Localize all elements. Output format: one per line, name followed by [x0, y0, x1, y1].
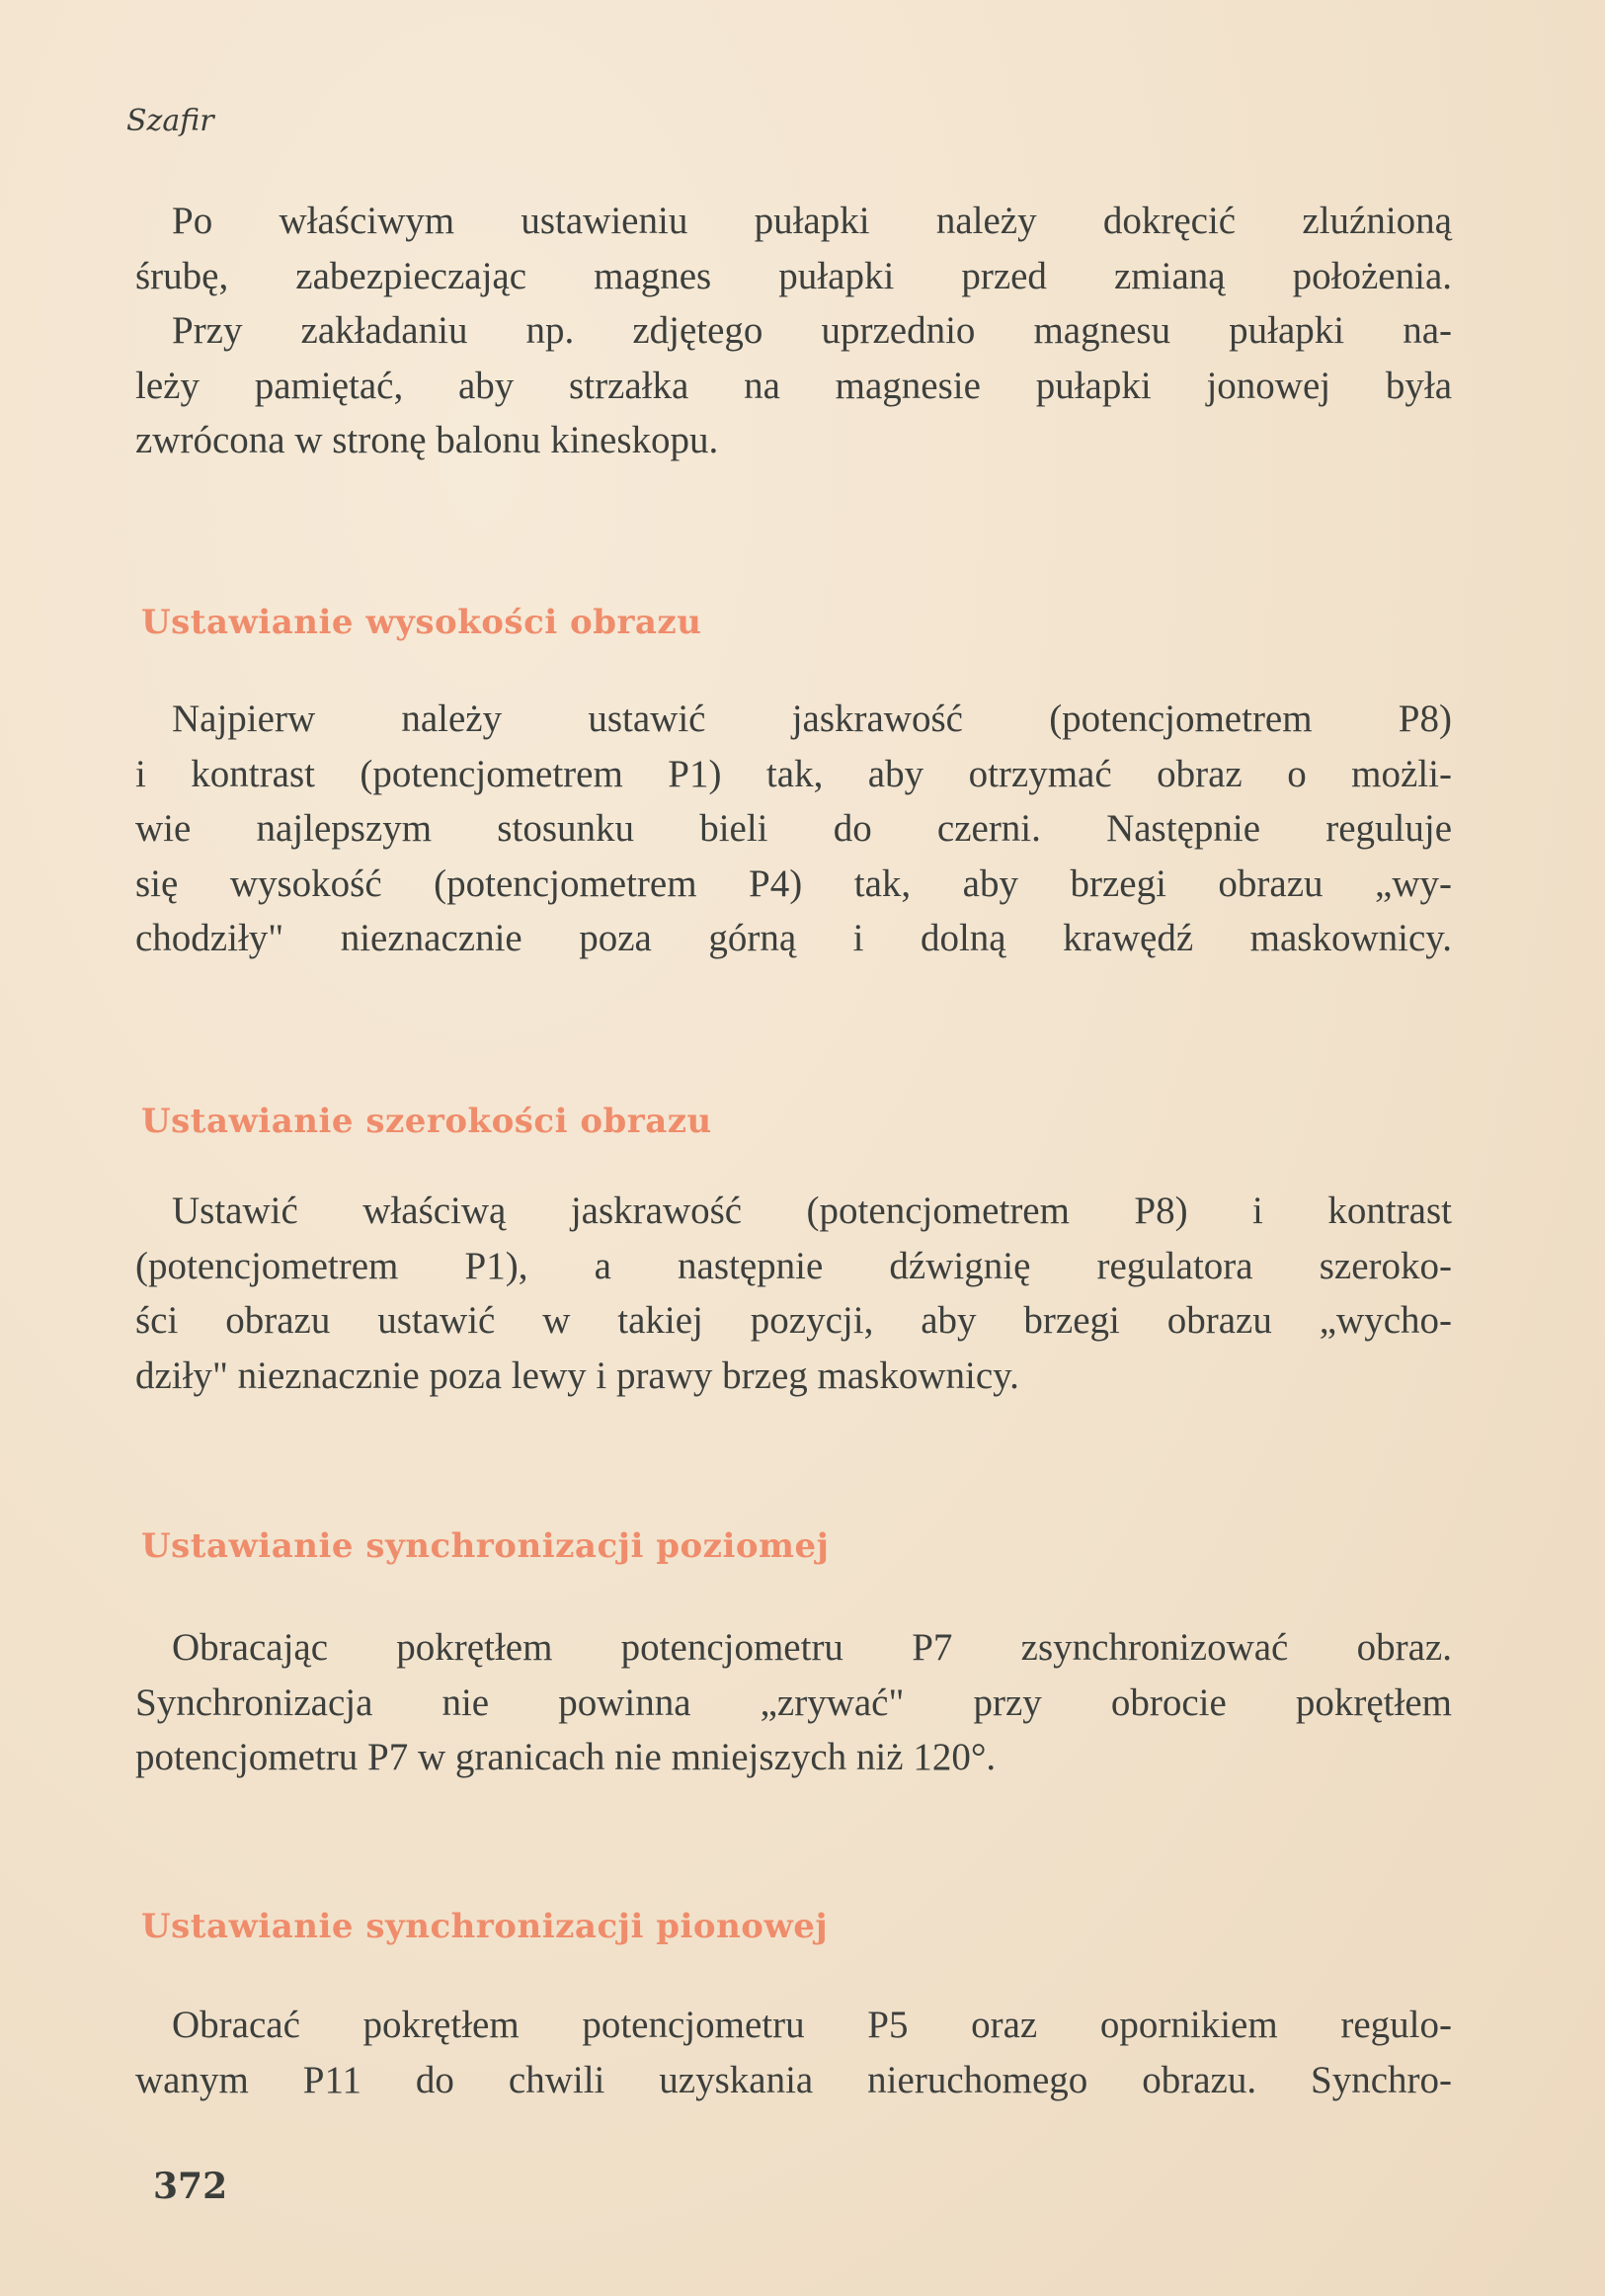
page-number: 372 [153, 2166, 228, 2207]
text-line: chodziły" nieznacznie poza górną i dolną krawędź maskownicy. [135, 917, 1452, 959]
running-head: Szafir [126, 104, 214, 138]
text-line: potencjometru P7 w granicach nie mniejszych niż 120°. [135, 1736, 997, 1778]
paragraph-2 [135, 692, 1452, 966]
text-line: dziły" nieznacznie poza lewy i prawy brzeg maskownicy. [135, 1353, 1019, 1397]
section-heading: Ustawianie synchronizacji poziomej [141, 1526, 830, 1566]
section-heading: Ustawianie szerokości obrazu [141, 1102, 712, 1141]
text-line: wie najlepszym stosunku bieli do czerni. Następnie reguluje [135, 807, 1452, 850]
text-line: Ustawić właściwą jaskrawość (potencjometrem P8) i kontrast [172, 1189, 1452, 1232]
text-line: Obracając pokrętłem potencjometru P7 zsynchronizować obraz. [172, 1626, 1452, 1669]
paragraph-5 [135, 1998, 1452, 2107]
text-line: zwrócona w stronę balonu kineskopu. [135, 419, 719, 461]
text-line: Przy zakładaniu np. zdjętego uprzednio magnesu pułapki na- [172, 309, 1452, 352]
text-line: Obracać pokrętłem potencjometru P5 oraz opornikiem regulo- [172, 2004, 1452, 2046]
paragraph-1 [135, 194, 1452, 468]
paragraph-4 [135, 1620, 1452, 1785]
text-line: (potencjometrem P1), a następnie dźwignię regulatora szeroko- [135, 1244, 1452, 1287]
paragraph-3 [135, 1184, 1452, 1403]
text-line: wanym P11 do chwili uzyskania nieruchomego obrazu. Synchro- [135, 2058, 1452, 2101]
text-line: leży pamiętać, aby strzałka na magnesie pułapki jonowej była [135, 364, 1452, 407]
text-line: Po właściwym ustawieniu pułapki należy dokręcić zluźnioną [172, 200, 1452, 242]
text-line: i kontrast (potencjometrem P1) tak, aby otrzymać obraz o możli- [135, 752, 1452, 795]
text-line: śrubę, zabezpieczając magnes pułapki przed zmianą położenia. [135, 254, 1452, 297]
text-line: ści obrazu ustawić w takiej pozycji, aby brzegi obrazu „wycho- [135, 1299, 1452, 1342]
text-line: się wysokość (potencjometrem P4) tak, aby brzegi obrazu „wy- [135, 861, 1452, 905]
section-heading: Ustawianie wysokości obrazu [141, 603, 702, 642]
text-line: Synchronizacja nie powinna „zrywać" przy obrocie pokrętłem [135, 1681, 1452, 1724]
section-heading: Ustawianie synchronizacji pionowej [141, 1907, 829, 1946]
text-line: Najpierw należy ustawić jaskrawość (potencjometrem P8) [172, 697, 1452, 740]
